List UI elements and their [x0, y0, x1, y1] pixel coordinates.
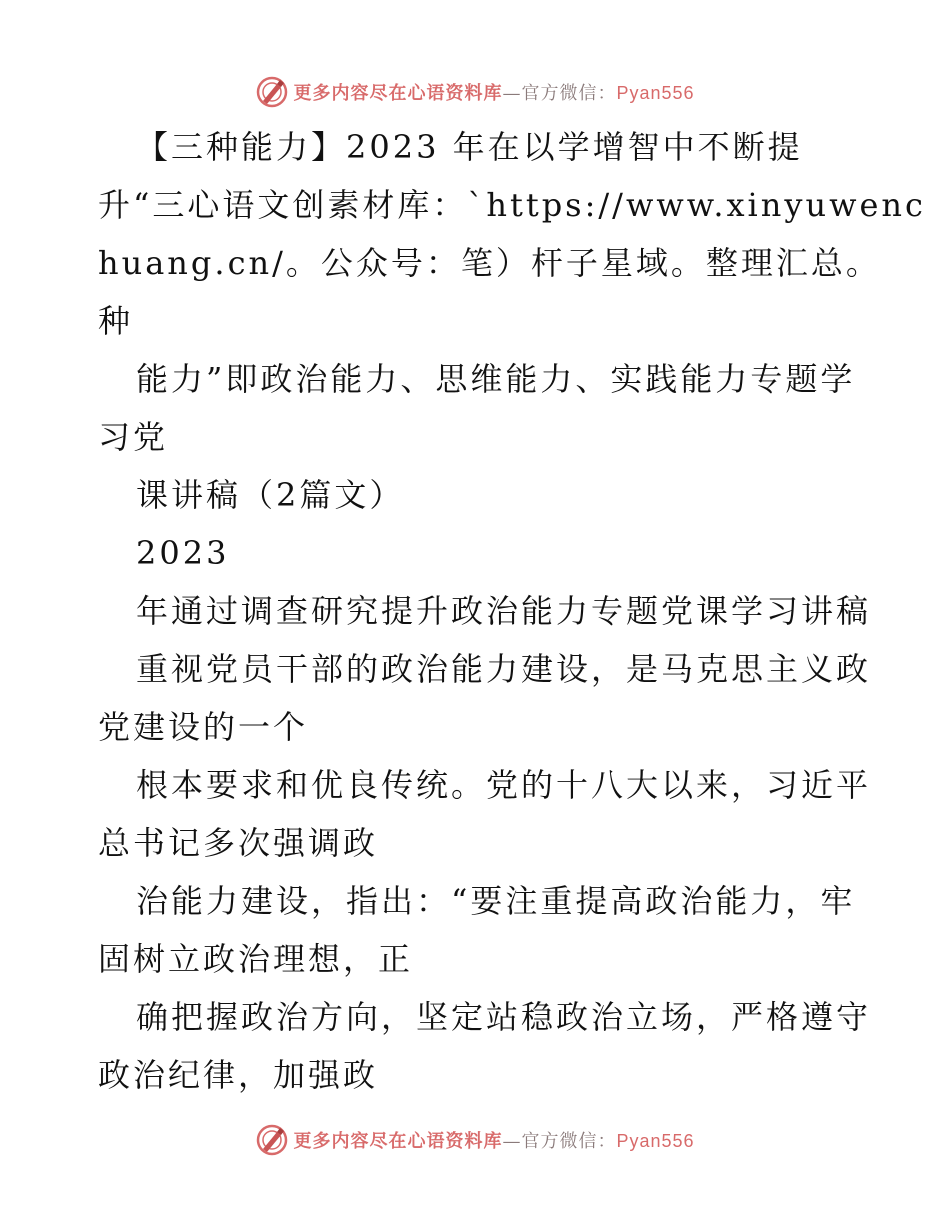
watermark-text [293, 1127, 694, 1153]
watermark-brand: 更多内容尽在心语资料库 [293, 1131, 503, 1152]
watermark-official-label: 官方微信： [521, 1131, 617, 1152]
watermark-text [293, 79, 694, 105]
watermark-wechat-id: Pyan556 [616, 83, 695, 103]
document-line: 治能力建设，指出：“要注重提高政治能力，牢 [136, 882, 856, 920]
watermark-separator: — [502, 1131, 522, 1152]
document-line: 固树立政治理想，正 [98, 940, 414, 978]
document-line: 习党 [98, 418, 169, 456]
document-line: 【三种能力】2023 年在以学增智中不断提 [136, 128, 803, 166]
watermark-official-label: 官方微信： [521, 83, 617, 104]
document-line: 种 [98, 302, 134, 340]
document-line: 2023 [136, 534, 230, 572]
document-line: 政治纪律，加强政 [98, 1056, 379, 1094]
pen-seal-logo-icon [255, 1123, 289, 1157]
document-line: 能力”即政治能力、思维能力、实践能力专题学 [136, 360, 856, 398]
watermark-brand: 更多内容尽在心语资料库 [293, 83, 503, 104]
document-line: 党建设的一个 [98, 708, 309, 746]
document-line: 根本要求和优良传统。党的十八大以来，习近平 [136, 766, 872, 804]
header-watermark [0, 72, 950, 112]
watermark-separator: — [502, 83, 522, 104]
document-line: 重视党员干部的政治能力建设，是马克思主义政 [136, 650, 872, 688]
document-line: 确把握政治方向，坚定站稳政治立场，严格遵守 [136, 998, 872, 1036]
footer-watermark [0, 1120, 950, 1160]
document-line: 课讲稿（2篇文） [136, 476, 405, 514]
pen-seal-logo-icon [255, 75, 289, 109]
document-line: 总书记多次强调政 [98, 824, 379, 862]
watermark-wechat-id: Pyan556 [616, 1131, 695, 1151]
document-line: 升“三心语文创素材库：`https://www.xinyuwenc [98, 186, 926, 224]
document-line: 年通过调查研究提升政治能力专题党课学习讲稿 [136, 592, 872, 630]
document-body [98, 118, 926, 1104]
document-line: huang.cn/。公众号：笔）杆子星域。整理汇总。 [98, 244, 881, 282]
